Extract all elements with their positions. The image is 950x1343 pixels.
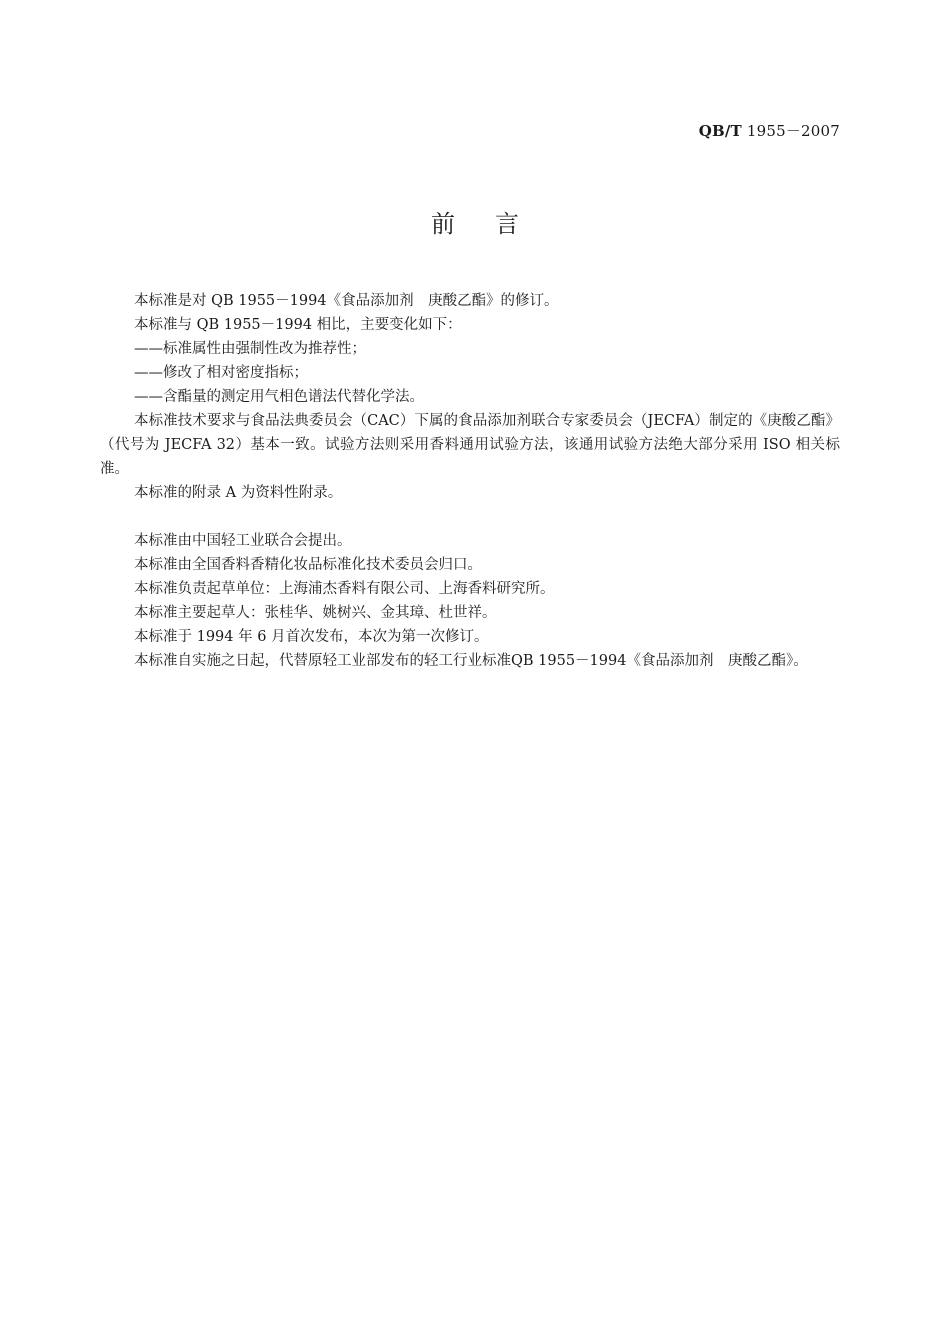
list-item-change-2: ——修改了相对密度指标； <box>134 365 308 381</box>
paragraph-changes-intro: 本标准与 QB 1955－1994 相比，主要变化如下： <box>134 317 462 333</box>
page-title: 前言 <box>431 210 559 238</box>
paragraph-proposed-by: 本标准由中国轻工业联合会提出。 <box>134 533 352 549</box>
standard-code-prefix: QB/T <box>698 122 742 140</box>
standard-code-number: 1955－2007 <box>746 122 840 140</box>
paragraph-jecfa: 本标准技术要求与食品法典委员会（CAC）下属的食品添加剂联合专家委员会（JECFA）制定的《庚酸乙酯》（代号为 JECFA 32）基本一致。试验方法则采用香料通用试验方法，该通用试验方法绝大部分采用 ISO 相关标准。 <box>100 413 840 477</box>
paragraph-centralized-by: 本标准由全国香料香精化妆品标准化技术委员会归口。 <box>134 557 482 573</box>
paragraph-gap <box>100 505 840 529</box>
list-item-change-1: ——标准属性由强制性改为推荐性； <box>134 341 366 357</box>
paragraph-replacement: 本标准自实施之日起，代替原轻工业部发布的轻工行业标准QB 1955－1994《食品添加剂 庚酸乙酯》。 <box>134 653 808 669</box>
paragraph-drafting-units: 本标准负责起草单位：上海浦杰香料有限公司、上海香料研究所。 <box>134 581 555 597</box>
paragraph-history: 本标准于 1994 年 6 月首次发布，本次为第一次修订。 <box>134 629 489 645</box>
paragraph-drafters: 本标准主要起草人：张桂华、姚树兴、金其璋、杜世祥。 <box>134 605 497 621</box>
paragraph-revision: 本标准是对 QB 1955－1994《食品添加剂 庚酸乙酯》的修订。 <box>134 293 559 309</box>
paragraph-appendix: 本标准的附录 A 为资料性附录。 <box>134 485 343 501</box>
list-item-change-3: ——含酯量的测定用气相色谱法代替化学法。 <box>134 389 424 405</box>
foreword-body <box>100 289 840 673</box>
standard-code <box>699 120 840 141</box>
